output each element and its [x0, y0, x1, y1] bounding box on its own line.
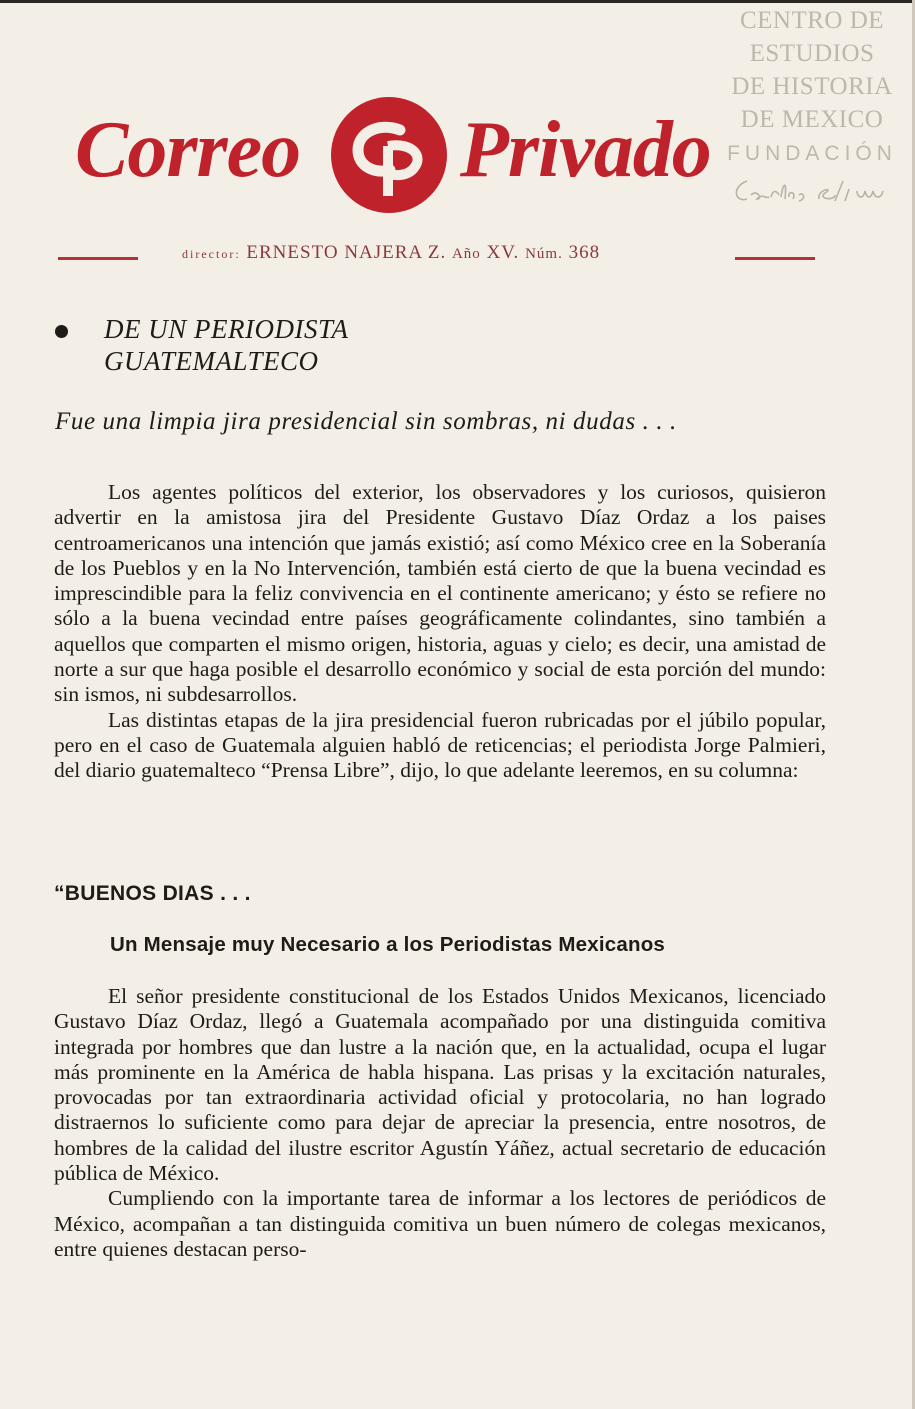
archive-watermark: [717, 4, 907, 213]
cp-logo-icon: [328, 94, 450, 216]
masthead-title-right: Privado: [460, 106, 711, 194]
year-value: XV.: [486, 242, 520, 263]
director-info: [182, 242, 712, 264]
paragraph-3: El señor presidente constitucional de los Estados Unidos Mexicanos, licenciado Gustavo Díaz Ordaz, llegó a Guatemala acompañado por una distinguida comitiva integrada por hombres que dan lustre a la nación que, en la actualidad, ocupa el lugar más prominente en la América de habla hispana. Las prisas y la excitación naturales, provocadas por tan extraordinaria actividad oficial y protocolaria, no han logrado distraernos lo suficiente como para dejar de apreciar la presencia, entre nosotros, de hombres de la calidad del ilustre escritor Agustín Yáñez, actual secretario de educación pública de México.: [54, 984, 826, 1186]
year-label: Año: [451, 246, 481, 262]
section-bullet-icon: [55, 325, 68, 338]
watermark-signature: [717, 169, 907, 213]
section-title-line-2: GUATEMALTECO: [104, 346, 319, 376]
watermark-foundation: FUNDACIÓN: [727, 142, 897, 165]
paragraph-1: Los agentes políticos del exterior, los observadores y los curiosos, quisieron advertir en la amistosa jira del Presidente Gustavo Díaz Ordaz a los paises centroamericanos una intención que jamás existió; así como México cree en la Soberanía de los Pueblos y en la No Intervención, también está cierto de que la buena vecindad es imprescindible para la feliz convivencia en el continente americano; y ésto se refiere no sólo a la buena vecindad entre países geográficamente colindantes, sino también a aquellos que comparten el mismo origen, historia, aguas y cielo; es decir, una amistad de norte a sur que haga posible el desarrollo económico y social de esta porción del mundo: sin ismos, ni subdesarrollos.: [54, 480, 826, 707]
top-edge-rule: [0, 0, 915, 3]
director-name: ERNESTO NAJERA Z.: [246, 242, 447, 263]
masthead: [70, 90, 740, 225]
section-title: [104, 313, 604, 377]
number-label: Núm.: [525, 246, 563, 262]
paragraph-2: Las distintas etapas de la jira presidencial fueron rubricadas por el júbilo popular, pero en el caso de Guatemala alguien habló de reticencias; el periodista Jorge Palmieri, del diario guatemalteco “Prensa Libre”, dijo, lo que adelante leeremos, en su columna:: [54, 707, 826, 783]
number-value: 368: [568, 242, 601, 263]
director-rule-right: [735, 257, 815, 260]
watermark-line-2: ESTUDIOS: [749, 40, 875, 67]
masthead-title-left: Correo: [75, 106, 301, 194]
article-body-quote: [54, 984, 826, 1262]
article-body-intro: [54, 480, 826, 784]
quoted-column-heading: “BUENOS DIAS . . .: [54, 882, 251, 905]
paragraph-4: Cumpliendo con la importante tarea de informar a los lectores de periódicos de México, acompañan a tan distinguida comitiva un buen número de colegas mexicanos, entre quienes destacan perso-: [54, 1186, 826, 1261]
director-rule-left: [58, 257, 138, 260]
signature-graphic: [717, 169, 907, 213]
director-line: [0, 240, 915, 270]
watermark-line-1: CENTRO DE: [739, 7, 885, 34]
section-title-line-1: DE UN PERIODISTA: [104, 314, 349, 344]
section-subtitle: Fue una limpia jira presidencial sin sombras, ni dudas . . .: [55, 408, 677, 435]
director-label: director:: [182, 247, 241, 261]
quoted-column-subheading: Un Mensaje muy Necesario a los Periodistas Mexicanos: [110, 933, 666, 956]
watermark-line-3: DE HISTORIA: [731, 73, 893, 100]
watermark-line-4: DE MEXICO: [740, 106, 884, 133]
